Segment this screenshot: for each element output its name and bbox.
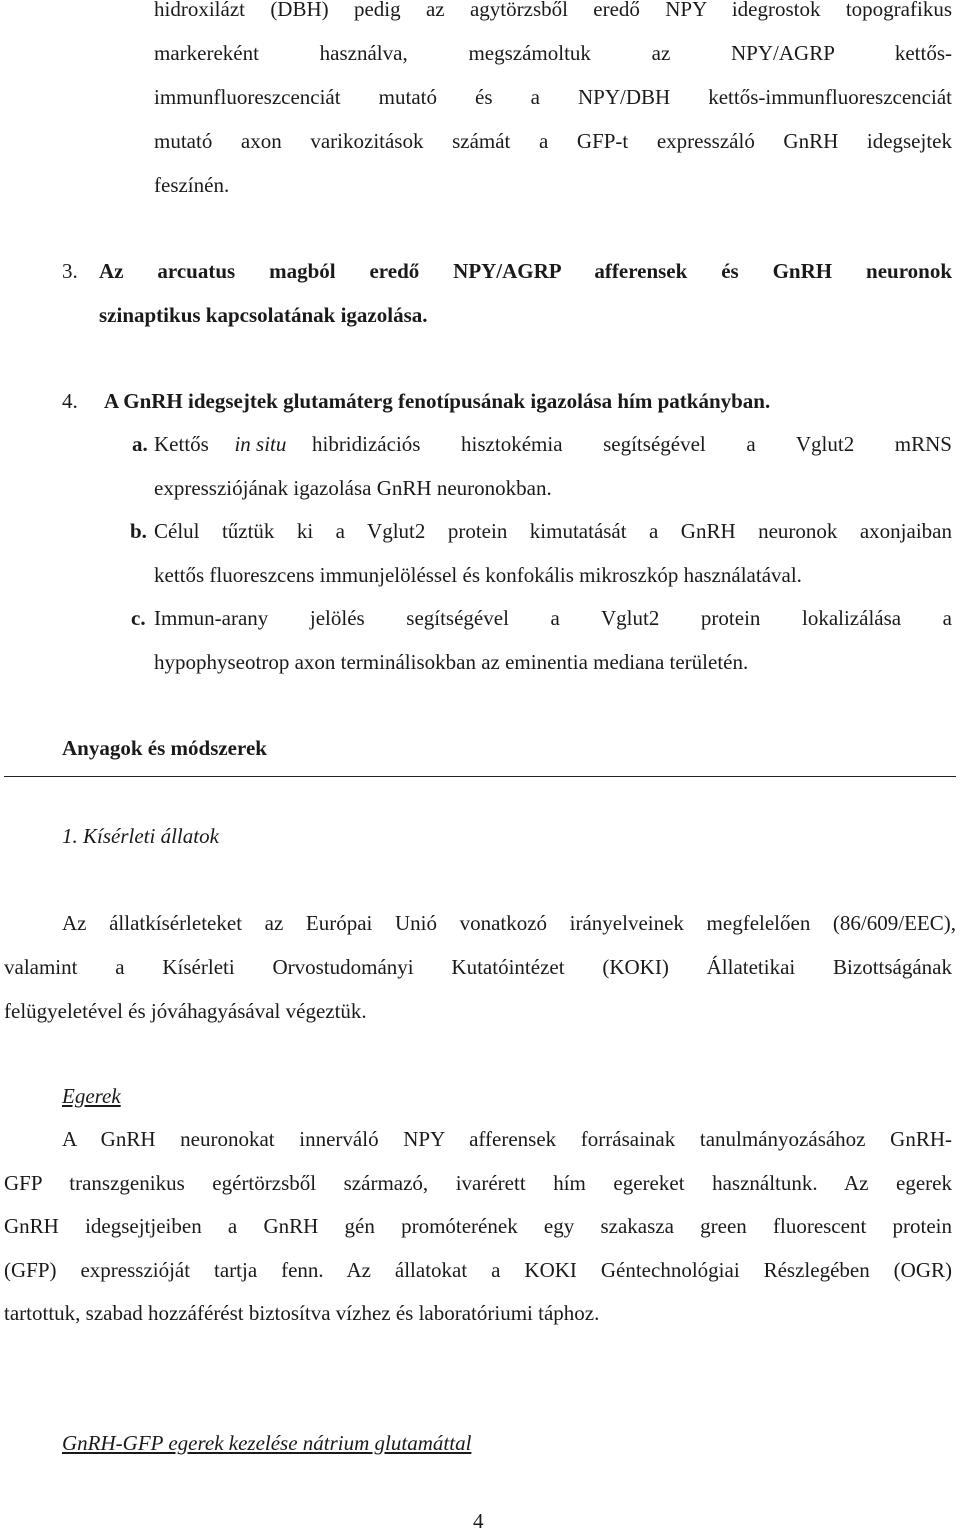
subitem-c-letter: c.: [131, 606, 146, 630]
subitem-a-text-italic: in situ: [234, 432, 287, 456]
subitem-a-letter: a.: [132, 432, 148, 456]
mice-heading: Egerek: [62, 1084, 121, 1108]
animals-subheading: 1. Kísérleti állatok: [62, 824, 219, 848]
item3-number: 3.: [62, 259, 78, 283]
para2-line-3: GnRH idegsejtjeiben a GnRH gén promóterének egy szakasza green fluorescent protein: [4, 1214, 952, 1238]
subitem-b-line-2: kettős fluoreszcens immunjelöléssel és konfokális mikroszkóp használatával.: [154, 563, 802, 587]
para1-line-1: Az állatkísérleteket az Európai Unió vonatkozó irányelveinek megfelelően (86/609/EEC),: [62, 911, 956, 935]
para1-line-2: valamint a Kísérleti Orvostudományi Kutatóintézet (KOKI) Állatetikai Bizottságának: [4, 955, 952, 979]
subitem-a-text-after: hibridizációs hisztokémia segítségével a Vglut2 mRNS: [311, 432, 952, 456]
subitem-a-line-2: expressziójának igazolása GnRH neuronokban.: [154, 476, 552, 500]
para2-line-5: tartottuk, szabad hozzáférést biztosítva vízhez és laboratóriumi táphoz.: [4, 1301, 600, 1325]
methods-heading: Anyagok és módszerek: [62, 736, 267, 760]
subitem-a-text-before: Kettős: [154, 432, 209, 456]
item3-title-line-1: Az arcuatus magból eredő NPY/AGRP afferensek és GnRH neuronok: [99, 259, 952, 283]
para2-line-2: GFP transzgenikus egértörzsből származó, ivarérett hím egereket használtunk. Az egerek: [4, 1171, 952, 1195]
subitem-c-line-1: Immun-arany jelölés segítségével a Vglut2 protein lokalizálása a: [154, 606, 952, 630]
page-number: 4: [473, 1509, 484, 1533]
para1-line-3: felügyeletével és jóváhagyásával végeztük.: [4, 999, 367, 1023]
intro-line-4: mutató axon varikozitások számát a GFP-t expresszáló GnRH idegsejtek: [154, 129, 952, 153]
para2-line-1: A GnRH neuronokat innerváló NPY afferensek forrásainak tanulmányozásához GnRH-: [62, 1127, 952, 1151]
item4-title: A GnRH idegsejtek glutamáterg fenotípusának igazolása hím patkányban.: [104, 389, 771, 413]
subitem-b-letter: b.: [130, 519, 147, 543]
para2-line-4: (GFP) expresszióját tartja fenn. Az állatokat a KOKI Géntechnológiai Részlegében (OGR): [4, 1258, 952, 1282]
item4-number: 4.: [62, 389, 78, 413]
glutamate-heading: GnRH-GFP egerek kezelése nátrium glutamáttal: [62, 1431, 472, 1455]
subitem-b-line-1: Célul tűztük ki a Vglut2 protein kimutatását a GnRH neuronok axonjaiban: [154, 519, 952, 543]
item3-title-line-2: szinaptikus kapcsolatának igazolása.: [99, 303, 428, 327]
subitem-c-line-2: hypophyseotrop axon terminálisokban az eminentia mediana területén.: [154, 650, 749, 674]
section-divider: [4, 776, 956, 777]
subitem-a-line-1: [154, 431, 952, 457]
intro-line-2: markereként használva, megszámoltuk az NPY/AGRP kettős-: [154, 41, 952, 65]
intro-line-1: hidroxilázt (DBH) pedig az agytörzsből eredő NPY idegrostok topografikus: [154, 0, 952, 21]
intro-line-5: feszínén.: [154, 173, 230, 197]
intro-line-3: immunfluoreszcenciát mutató és a NPY/DBH kettős-immunfluoreszcenciát: [154, 85, 952, 109]
